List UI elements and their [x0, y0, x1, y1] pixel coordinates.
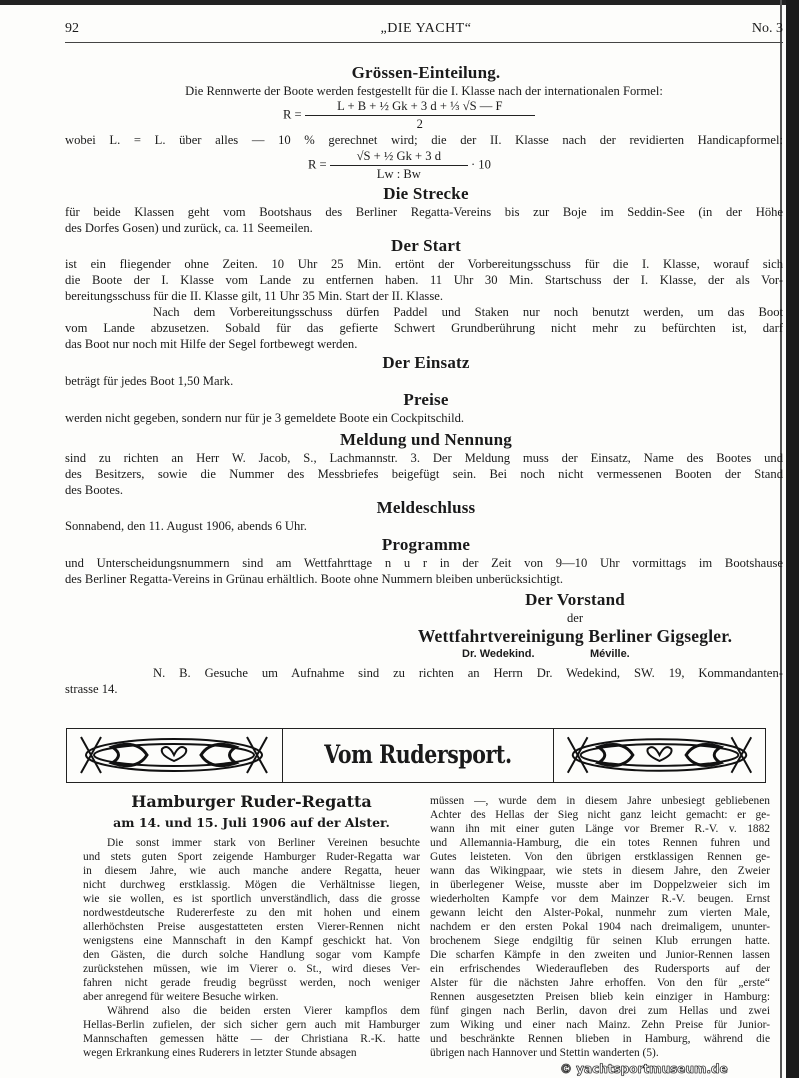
paragraph-preise — [65, 410, 783, 426]
heading-meldeschluss: Meldeschluss — [376, 498, 476, 517]
text-line: Die sonst immer stark von Berliner Vereinen besuchte — [107, 837, 420, 849]
text-line: vom Lande abzusetzen. Sobald für das gefierte Schwert Grundberührung nicht mehr zu befürchten ist, darf — [65, 321, 783, 335]
banner-title: Vom Rudersport. — [324, 740, 512, 769]
text-line: und Allemannia-Hamburg, die ein totes Rennen fuhren und — [430, 837, 770, 849]
text-line: Während also die beiden ersten Vierer kampflos dem — [107, 1005, 420, 1017]
section-banner — [66, 728, 766, 783]
groessen-intro — [65, 83, 783, 99]
text-line: wiederholten Kampfe vor dem Mainzer R.-V. beugen. Ernst — [430, 893, 770, 905]
paragraph-einsatz — [65, 373, 783, 389]
text-line: zum Wiking und einer nach Mainz. Zehn Preise für Junior- — [430, 1019, 770, 1031]
heading-programme: Programme — [381, 535, 471, 554]
denominator: Lw : Bw — [376, 167, 421, 181]
text-line: allerhöchsten Preise ausgestatteten ersten Vierer-Rennen nicht — [83, 921, 420, 933]
text-line: in überlegener Weise, musste aber im Doppelzweier sich im — [430, 879, 770, 891]
formula-factor: · 10 — [470, 157, 491, 172]
signature-vorstand: Der Vorstand — [525, 590, 625, 609]
ornament-left — [67, 729, 283, 782]
text-line: brochenem Siege endgiltig für seinen Klub errungen hatte. — [430, 935, 770, 947]
formula-lhs: R = — [283, 107, 302, 122]
text-line: in diesem Jahre, wie auch manche andere Regatta, heuer — [83, 865, 420, 877]
text-line: Hellas-Berlin zufielen, der sich sicher gern auch mit Hamburger — [83, 1019, 420, 1031]
text-line: Die scharfen Kämpfe in den zweiten und Junior-Rennen lassen — [430, 949, 770, 961]
text-line: Achter des Hellas der Sieg nicht ganz leicht gemacht: er ge- — [430, 809, 770, 821]
ornament-right — [554, 729, 765, 782]
denominator: 2 — [416, 117, 423, 131]
paragraph-strecke — [65, 204, 783, 236]
text-line: für beide Klassen geht vom Bootshaus des Berliner Regatta-Vereins bis zur Boje im Seddin-See (in der Höhe — [65, 205, 783, 219]
text-line: nicht durchweg erstklassig. Mögen die Verhältnisse liegen, — [83, 879, 420, 891]
text-line: übrigen nach Hannover und Stettin wanderten (5). — [430, 1047, 659, 1059]
text-line: ist ein fliegender ohne Zeiten. 10 Uhr 25 Min. ertönt der Vorbereitungsschuss für die I. Klasse, worauf sich — [65, 257, 783, 271]
text-line: des Berliner Regatta-Vereins in Grünau erhältlich. Boote ohne Nummern bleiben unberücksichtigt. — [65, 572, 564, 586]
banner-title-cell — [283, 729, 554, 782]
text-line: den Gästen, die durch solche Handlung sogar vom Kampfe — [83, 949, 420, 961]
signature-der: der — [566, 611, 584, 625]
fraction — [330, 149, 468, 182]
text-line: Sonnabend, den 11. August 1906, abends 6 Uhr. — [65, 519, 307, 533]
heading-meldung: Meldung und Nennung — [340, 430, 512, 449]
text-line: nachdem er den ersten Pokal 1904 nach dreimaligem, ununter- — [430, 921, 770, 933]
groessen-middle — [65, 132, 783, 148]
text-line: und Unterscheidungsnummern sind am Wettfahrttage n u r in der Zeit von 9—10 Uhr vormittags im Bootshause — [65, 556, 783, 570]
text-line: zurückstehen müssen, wie im Vierer o. St., wird dieses Ver- — [83, 963, 420, 975]
text-line: Alster für die nächsten Jahre erhoffen. Von den für „erste“ — [430, 977, 770, 989]
text-line: ein erfrischendes Wiederaufleben des Rudersports auf der — [430, 963, 770, 975]
signature-name-wedekind: Dr. Wedekind. — [462, 648, 535, 660]
text-line: Die Rennwerte der Boote werden festgestellt für die I. Klasse nach der internationalen Formel: — [185, 84, 663, 98]
signature-name-meville: Méville. — [590, 648, 630, 660]
text-line: fünf gingen nach Berlin, davon drei zum Hellas und zwei — [430, 1005, 770, 1017]
text-line: Gutes leisteten. Von den übrigen erstklassigen Rennen ge- — [430, 851, 770, 863]
heading-groessen: Grössen-Einteilung. — [351, 63, 501, 82]
paragraph-meldeschluss — [65, 518, 783, 534]
text-line: beträgt für jedes Boot 1,50 Mark. — [65, 374, 234, 388]
page-number: 92 — [65, 21, 79, 36]
heading-einsatz: Der Einsatz — [382, 353, 470, 372]
text-line: N. B. Gesuche um Aufnahme sind zu richten an Herrn Dr. Wedekind, SW. 19, Kommandanten- — [153, 666, 783, 680]
formula-lhs: R = — [308, 157, 327, 172]
numerator: √S + ½ Gk + 3 d — [330, 149, 468, 166]
heading-start: Der Start — [391, 236, 461, 255]
article-subtitle: am 14. und 15. Juli 1906 auf der Alster. — [113, 815, 390, 830]
text-line: Nach dem Vorbereitungsschuss dürfen Paddel und Staken nur noch benutzt werden, um das Boot — [153, 305, 783, 319]
text-line: Mannschaften gemessen hätte — der Christiana R.-K. hatte — [83, 1033, 420, 1045]
heading-strecke: Die Strecke — [383, 184, 469, 203]
paragraph-meldung — [65, 450, 783, 498]
text-line: Rennen ausgesetzten Preisen blieb kein einziger in Hamburg: — [430, 991, 770, 1003]
text-line: die Boote der I. Klasse vom Lande zu entfernen haben. 11 Uhr 30 Min. Startschuss der I. Klasse, der als Vor- — [65, 273, 783, 287]
signature-club: Wettfahrtvereinigung Berliner Gigsegler. — [417, 626, 733, 646]
text-line: müssen —, wurde dem in diesem Jahre unbesiegt gebliebenen — [430, 795, 770, 807]
formula-international — [283, 99, 535, 132]
article-title: Hamburger Ruder-Regatta — [131, 792, 372, 811]
text-line: und beschränkte Rennen blieben in Hamburg, während die — [430, 1033, 770, 1045]
art-nouveau-ornament-icon — [67, 729, 281, 781]
scan-border-top — [0, 0, 799, 5]
issue-number: No. 3 — [751, 21, 783, 36]
text-line: des Besitzers, sowie die Nummer des Messbriefes beigefügt sein. Bei noch nicht vermessenen Booten der Stand — [65, 467, 783, 481]
art-nouveau-ornament-icon — [554, 729, 765, 781]
article-column-left — [83, 836, 420, 1060]
text-line: fahren nicht gerade freudig begrüsst werden, noch weniger — [83, 977, 420, 989]
text-line: aber anregend für weitere Besuche wirken. — [83, 991, 279, 1003]
text-line: wann ihn mit einer guten Länge vor Bremer R.-V. v. 1882 — [430, 823, 770, 835]
paragraph-nb — [65, 665, 783, 697]
text-line: strasse 14. — [65, 682, 118, 696]
text-line: sind zu richten an Herr W. Jacob, S., Lachmannstr. 3. Der Meldung muss der Einsatz, Name des Bootes und — [65, 451, 783, 465]
text-line: das Boot nur noch mit Hilfe der Segel fortbewegt werden. — [65, 337, 358, 351]
heading-preise: Preise — [403, 390, 449, 409]
text-line: werden nicht gegeben, sondern nur für je 3 gemeldete Boote ein Cockpitschild. — [65, 411, 465, 425]
text-line: gewann leicht den Alster-Pokal, nunmehr zum vierten Male, — [430, 907, 770, 919]
journal-title: „DIE YACHT“ — [380, 21, 472, 36]
fraction — [305, 99, 535, 132]
text-line: bereitungsschuss für die II. Klasse gilt, 11 Uhr 35 Min. Start der II. Klasse. — [65, 289, 443, 303]
watermark: © yachtsportmuseum.de — [560, 1062, 728, 1076]
text-line: des Bootes. — [65, 483, 124, 497]
numerator: L + B + ½ Gk + 3 d + ⅓ √S — F — [305, 99, 535, 116]
text-line: wobei L. = L. über alles — 10 % gerechnet wird; die der II. Klasse nach der revidierten Handicapformel: — [65, 133, 783, 147]
text-line: des Dorfes Gosen) und zurück, ca. 11 Seemeilen. — [65, 221, 313, 235]
text-line: und stets guten Sport zeigende Hamburger Ruder-Regatta war — [83, 851, 420, 863]
article-column-right — [430, 794, 770, 1060]
header-rule — [65, 42, 783, 43]
paragraph-programme — [65, 555, 783, 587]
text-line: wegen Erkrankung eines Ruderers in letzter Stunde absagen — [83, 1047, 357, 1059]
paragraph-start — [65, 256, 783, 352]
text-line: wie sie wollen, es ist sportlich unverständlich, dass die grosse — [83, 893, 420, 905]
text-line: wann das Wikingpaar, wie stets in diesem Jahre, den Zweier — [430, 865, 770, 877]
scan-border-right — [786, 0, 799, 1078]
text-line: nordwestdeutsche Rudererfeste zu den mit hohen und einem — [83, 907, 420, 919]
text-line: wenigstens eine Mannschaft in den Kampf geschickt hat. Von — [83, 935, 420, 947]
formula-handicap — [308, 149, 491, 182]
